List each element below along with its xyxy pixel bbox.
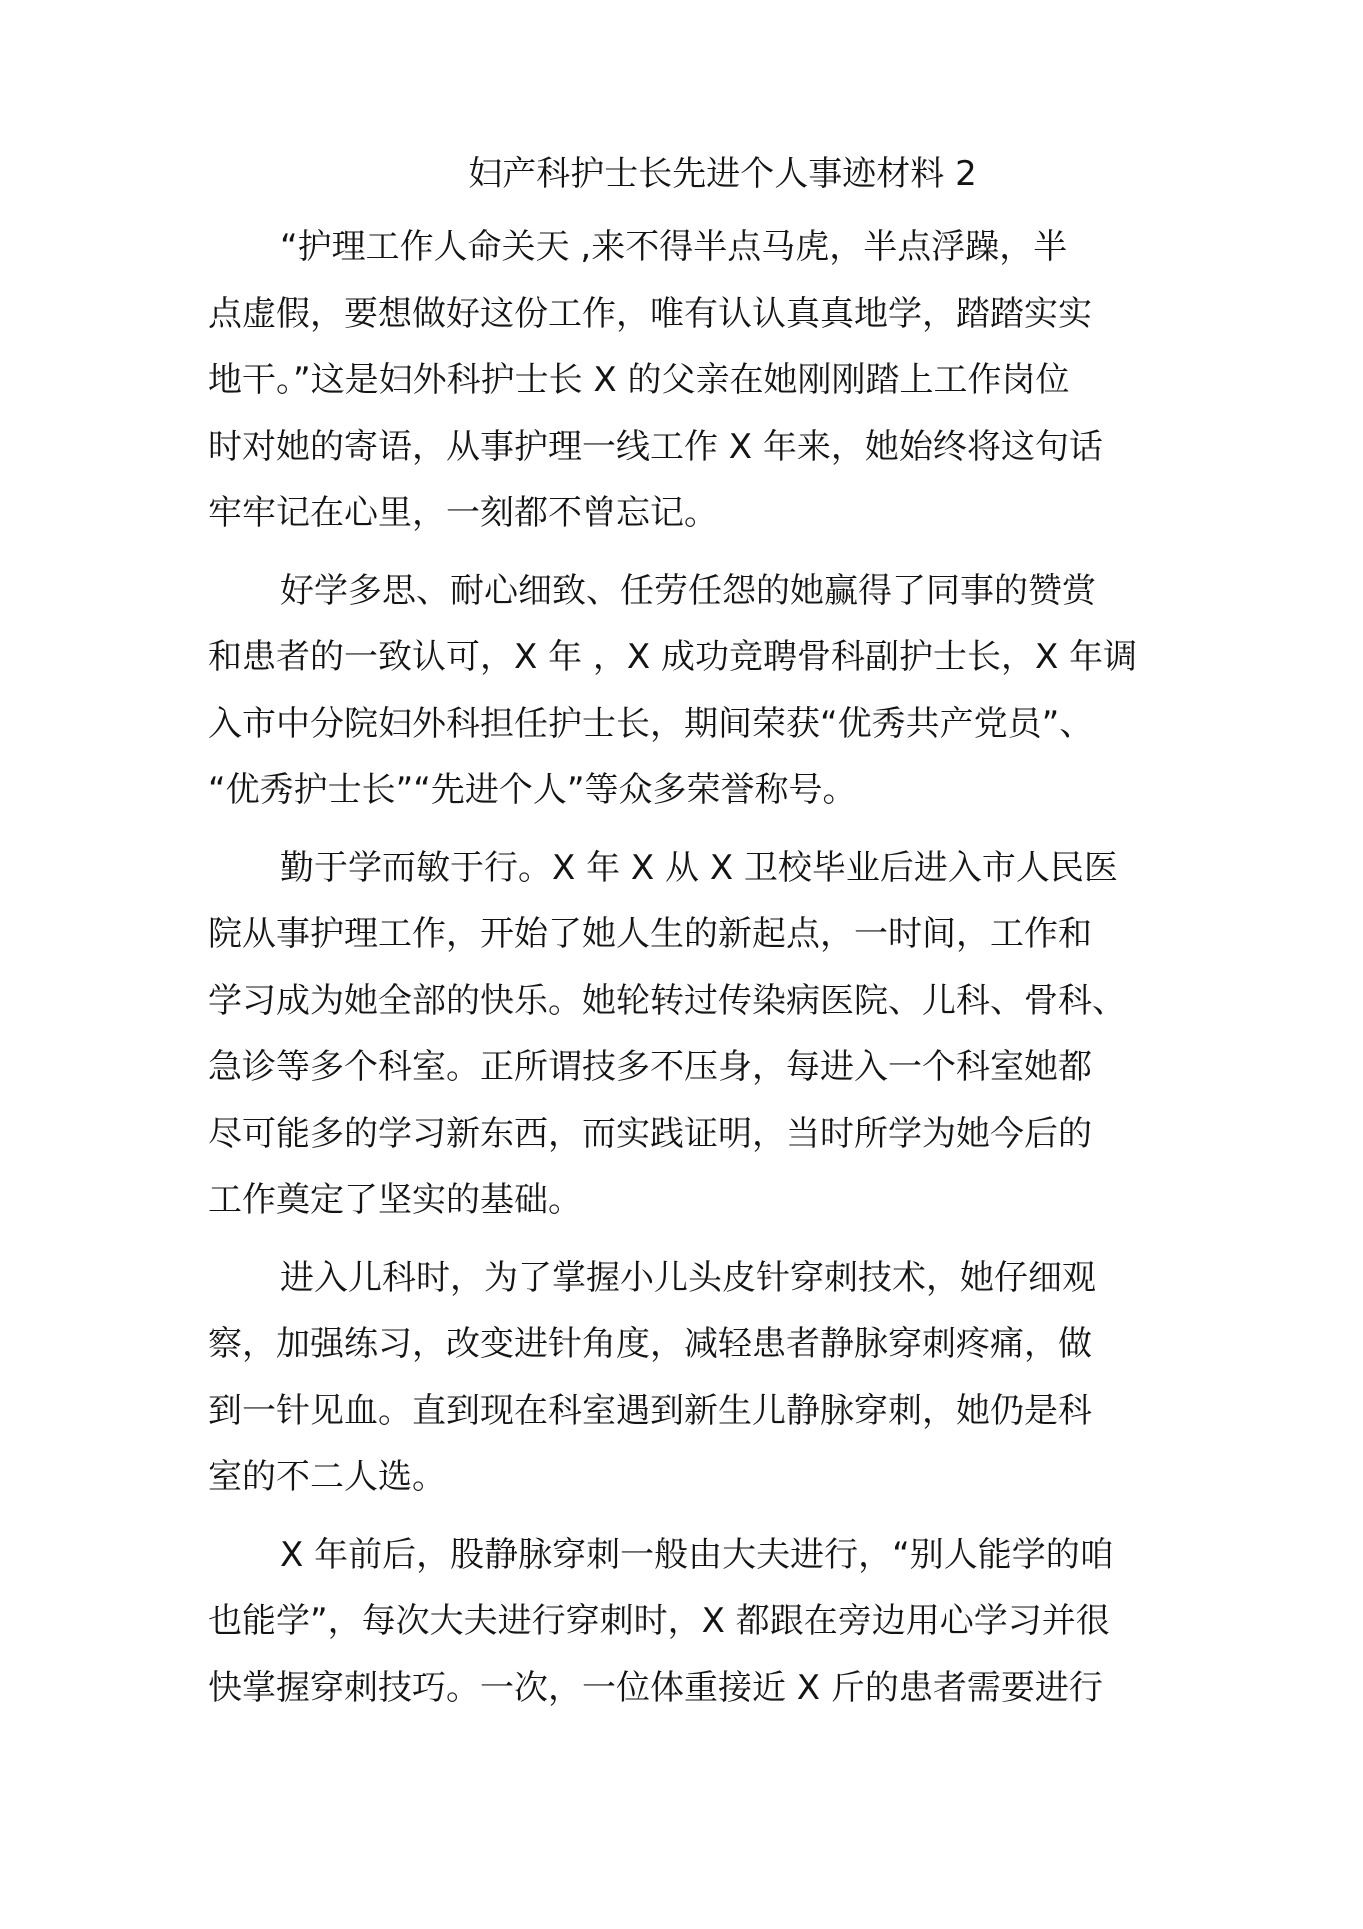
paragraph xyxy=(208,1245,1188,1511)
text-line: “优秀护士长”“先进个人”等众多荣誉称号。 xyxy=(208,770,857,810)
text-line: 到一针见血。直到现在科室遇到新生儿静脉穿刺，她仍是科 xyxy=(208,1390,1092,1431)
paragraph-gap xyxy=(208,824,1188,835)
paragraph xyxy=(208,558,1188,824)
text-line: 入市中分院妇外科担任护士长，期间荣获“优秀共产党员”、 xyxy=(208,703,1094,744)
text-line: 快掌握穿刺技巧。一次，一位体重接近 X 斤的患者需要进行 xyxy=(208,1667,1103,1708)
paragraph-gap xyxy=(208,547,1188,558)
paragraph xyxy=(208,214,1188,547)
text-line: 进入儿科时，为了掌握小儿头皮针穿刺技术，她仔细观 xyxy=(280,1257,1096,1298)
text-line: 和患者的一致认可，X 年 ，X 成功竞聘骨科副护士长，X 年调 xyxy=(208,637,1138,677)
document-body xyxy=(208,214,1188,1721)
text-line: 也能学”，每次大夫进行穿刺时，X 都跟在旁边用心学习并很 xyxy=(208,1601,1110,1641)
text-line: X 年前后，股静脉穿刺一般由大夫进行，“别人能学的咱 xyxy=(280,1534,1114,1575)
text-line: 工作奠定了坚实的基础。 xyxy=(208,1180,582,1220)
document-title: 妇产科护士长先进个人事迹材料 2 xyxy=(468,154,977,194)
text-line: 好学多思、耐心细致、任劳任怨的她赢得了同事的赞赏 xyxy=(280,570,1096,611)
text-line: 时对她的寄语，从事护理一线工作 X 年来，她始终将这句话 xyxy=(208,426,1103,467)
text-line: 牢牢记在心里，一刻都不曾忘记。 xyxy=(208,493,718,533)
text-line: 察，加强练习，改变进针角度，减轻患者静脉穿刺疼痛，做 xyxy=(208,1324,1092,1364)
paragraph xyxy=(208,835,1188,1234)
paragraph-gap xyxy=(208,1234,1188,1245)
text-line: “护理工作人命关天 ,来不得半点马虎，半点浮躁，半 xyxy=(280,227,1068,267)
text-line: 地干。”这是妇外科护士长 X 的父亲在她刚刚踏上工作岗位 xyxy=(208,360,1070,400)
text-line: 点虚假，要想做好这份工作，唯有认认真真地学，踏踏实实 xyxy=(208,293,1092,334)
text-line: 院从事护理工作，开始了她人生的新起点，一时间，工作和 xyxy=(208,914,1092,954)
text-line: 尽可能多的学习新东西，而实践证明，当时所学为她今后的 xyxy=(208,1113,1092,1154)
paragraph xyxy=(208,1522,1188,1722)
text-line: 学习成为她全部的快乐。她轮转过传染病医院、儿科、骨科、 xyxy=(208,980,1126,1021)
text-line: 室的不二人选。 xyxy=(208,1457,446,1497)
text-line: 急诊等多个科室。正所谓技多不压身，每进入一个科室她都 xyxy=(208,1047,1092,1087)
paragraph-gap xyxy=(208,1511,1188,1522)
text-line: 勤于学而敏于行。X 年 X 从 X 卫校毕业后进入市人民医 xyxy=(280,847,1118,888)
